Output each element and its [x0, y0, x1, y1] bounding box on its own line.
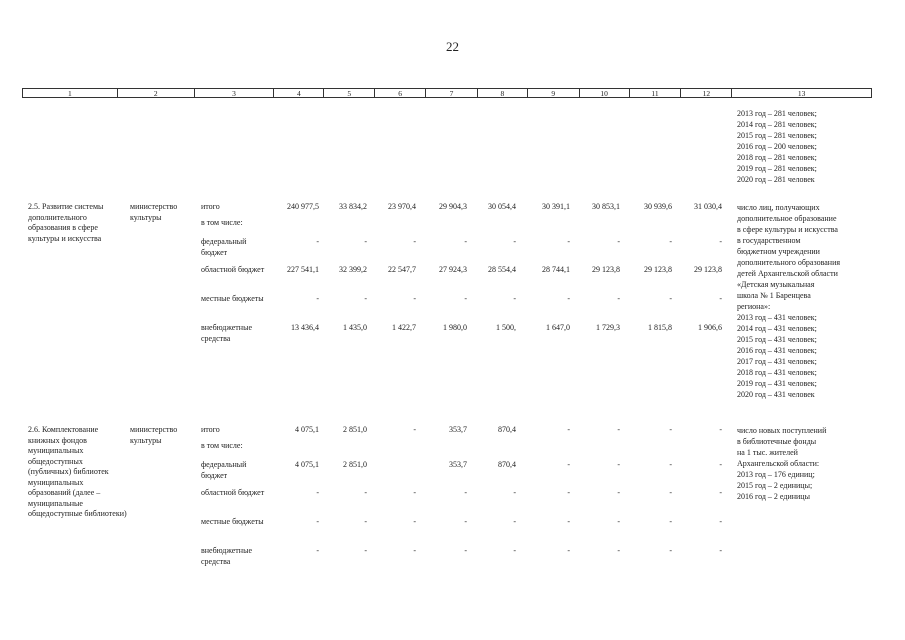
header-col-10: 10 [580, 89, 630, 97]
value-cell: - [413, 425, 416, 434]
value-cell: - [617, 460, 620, 469]
header-col-6: 6 [375, 89, 426, 97]
value-cell: - [464, 546, 467, 555]
value-cell: 30 853,1 [592, 202, 620, 211]
section-indicator: число лиц, получающих дополнительное образование в сфере культуры и искусства в государственном бюджетном учреждении дополнительного образования детей Архангельской области «Детская музыкальная школа № 1 Баренцева региона»: 2013 год – 431 человек; 2014 год – 431 человек; 2015 год – 431 человек; 2016 год – 431 человек; 2017 год – 431 человек; 2018 год – 431 человек; 2019 год – 431 человек; 2020 год – 431 человек [737, 203, 841, 399]
value-cell: - [567, 294, 570, 303]
value-cell: - [719, 237, 722, 246]
value-cell: - [513, 488, 516, 497]
value-cell: - [413, 294, 416, 303]
value-cell: - [364, 237, 367, 246]
value-cell: 28 744,1 [542, 265, 570, 274]
value-cell: 1 435,0 [343, 323, 367, 332]
header-col-7: 7 [426, 89, 478, 97]
row-label: итого [201, 202, 220, 211]
value-cell: - [719, 294, 722, 303]
row-label: итого [201, 425, 220, 434]
value-cell: - [364, 488, 367, 497]
value-cell: 1 815,8 [648, 323, 672, 332]
value-cell: 870,4 [498, 425, 516, 434]
value-cell: - [316, 237, 319, 246]
value-cell: 2 851,0 [343, 425, 367, 434]
header-col-9: 9 [528, 89, 580, 97]
value-cell: - [669, 488, 672, 497]
value-cell: - [464, 237, 467, 246]
value-cell: - [413, 517, 416, 526]
value-cell: - [669, 517, 672, 526]
section-title: 2.6. Комплектование книжных фондов муниципальных общедоступных (публичных) библиотек муниципальных образований (далее – муниципальные общедоступные библиотеки) [28, 425, 127, 518]
value-cell: 27 924,3 [439, 265, 467, 274]
value-cell: - [513, 517, 516, 526]
value-cell: - [617, 488, 620, 497]
value-cell: - [513, 294, 516, 303]
value-cell: 1 422,7 [392, 323, 416, 332]
value-cell: - [567, 460, 570, 469]
section-indicator: число новых поступлений в библиотечные фонды на 1 тыс. жителей Архангельской области: 2013 год – 176 единиц; 2015 год – 2 единицы; 2016 год – 2 единицы [737, 426, 827, 501]
value-cell: - [316, 488, 319, 497]
value-cell: 1 729,3 [596, 323, 620, 332]
row-label: внебюджетные средства [201, 323, 252, 343]
value-cell: - [719, 517, 722, 526]
value-cell: 4 075,1 [295, 425, 319, 434]
value-cell: - [617, 294, 620, 303]
value-cell: - [464, 294, 467, 303]
row-label: внебюджетные средства [201, 546, 252, 566]
row-label: местные бюджеты [201, 294, 264, 303]
value-cell: 1 906,6 [698, 323, 722, 332]
value-cell: - [669, 294, 672, 303]
value-cell: 30 391,1 [542, 202, 570, 211]
value-cell: - [567, 517, 570, 526]
value-cell: - [719, 460, 722, 469]
value-cell: 29 123,8 [694, 265, 722, 274]
value-cell: - [413, 546, 416, 555]
row-label: в том числе: [201, 441, 243, 450]
header-col-11: 11 [630, 89, 682, 97]
value-cell: - [669, 425, 672, 434]
header-col-5: 5 [324, 89, 375, 97]
header-col-1: 1 [23, 89, 118, 97]
value-cell: 29 123,8 [644, 265, 672, 274]
value-cell: 2 851,0 [343, 460, 367, 469]
value-cell: - [464, 517, 467, 526]
value-cell: 23 970,4 [388, 202, 416, 211]
value-cell: - [719, 425, 722, 434]
value-cell: - [669, 460, 672, 469]
value-cell: - [669, 546, 672, 555]
header-col-2: 2 [118, 89, 195, 97]
value-cell: 30 939,6 [644, 202, 672, 211]
value-cell: - [364, 294, 367, 303]
indicator-continued: 2013 год – 281 человек; 2014 год – 281 человек; 2015 год – 281 человек; 2016 год – 200 человек; 2018 год – 281 человек; 2019 год – 281 человек; 2020 год – 281 человек [737, 109, 817, 184]
value-cell: 227 541,1 [287, 265, 319, 274]
section-executor: министерство культуры [130, 202, 178, 222]
value-cell: - [719, 488, 722, 497]
row-label: федеральный бюджет [201, 237, 247, 257]
value-cell: - [316, 546, 319, 555]
value-cell: - [413, 488, 416, 497]
header-col-12: 12 [681, 89, 732, 97]
section-executor: министерство культуры [130, 425, 178, 445]
value-cell: - [316, 294, 319, 303]
section-title: 2.5. Развитие системы дополнительного образования в сфере культуры и искусства [28, 202, 104, 243]
value-cell: 1 500, [496, 323, 516, 332]
value-cell: - [617, 517, 620, 526]
row-label: федеральный бюджет [201, 460, 247, 480]
value-cell: 28 554,4 [488, 265, 516, 274]
page-number: 22 [446, 39, 459, 54]
row-label: местные бюджеты [201, 517, 264, 526]
value-cell: 4 075,1 [295, 460, 319, 469]
value-cell: 13 436,4 [291, 323, 319, 332]
table-header-row [22, 88, 872, 98]
header-col-4: 4 [274, 89, 324, 97]
header-col-8: 8 [478, 89, 528, 97]
header-col-13: 13 [797, 89, 806, 98]
value-cell: 353,7 [449, 425, 467, 434]
value-cell: - [567, 488, 570, 497]
value-cell: - [669, 237, 672, 246]
value-cell: 31 030,4 [694, 202, 722, 211]
value-cell: - [567, 425, 570, 434]
value-cell: - [464, 488, 467, 497]
value-cell: - [364, 546, 367, 555]
value-cell: - [513, 237, 516, 246]
value-cell: 22 547,7 [388, 265, 416, 274]
value-cell: - [513, 546, 516, 555]
row-label: областной бюджет [201, 488, 265, 497]
value-cell: 870,4 [498, 460, 516, 469]
value-cell: - [567, 546, 570, 555]
value-cell: - [567, 237, 570, 246]
header-col-3: 3 [195, 89, 275, 97]
value-cell: 353,7 [449, 460, 467, 469]
value-cell: - [413, 237, 416, 246]
value-cell: 30 054,4 [488, 202, 516, 211]
value-cell: 32 399,2 [339, 265, 367, 274]
value-cell: - [316, 517, 319, 526]
value-cell: 1 647,0 [546, 323, 570, 332]
value-cell: - [617, 237, 620, 246]
value-cell: - [719, 546, 722, 555]
value-cell: 240 977,5 [287, 202, 319, 211]
value-cell: 29 904,3 [439, 202, 467, 211]
value-cell: - [364, 517, 367, 526]
value-cell: - [617, 546, 620, 555]
value-cell: - [617, 425, 620, 434]
row-label: областной бюджет [201, 265, 265, 274]
value-cell: 33 834,2 [339, 202, 367, 211]
value-cell: 29 123,8 [592, 265, 620, 274]
value-cell: 1 980,0 [443, 323, 467, 332]
row-label: в том числе: [201, 218, 243, 227]
